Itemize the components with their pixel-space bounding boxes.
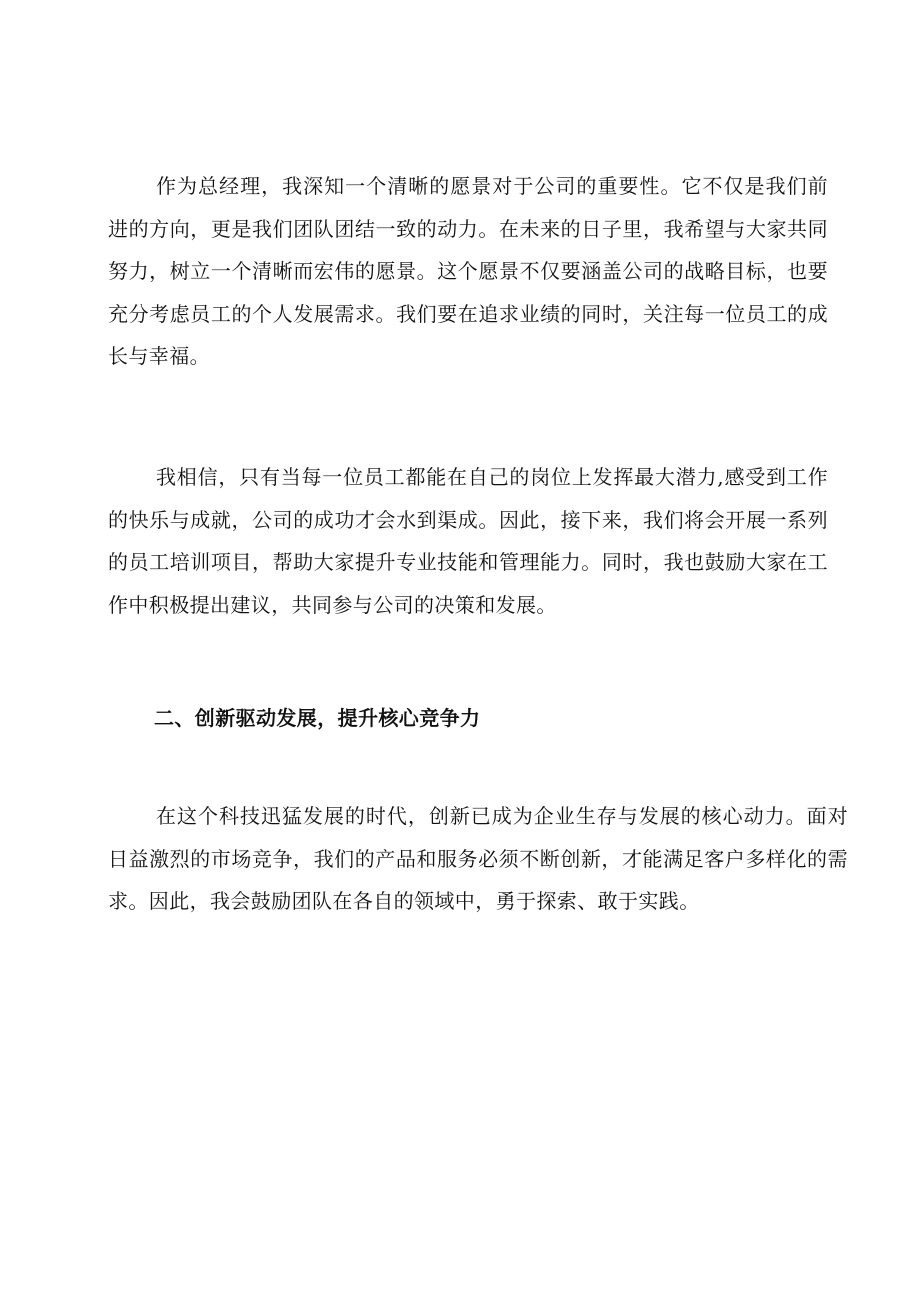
paragraph-employee-growth: 我相信，只有当每一位员工都能在自己的岗位上发挥最大潜力,感受到工作的快乐与成就，公司的成功才会水到渠成。因此，接下来，我们将会开展一系列的员工培训项目，帮助大家提升专业技能和管理能力。同时，我也鼓励大家在工作中积极提出建议，共同参与公司的决策和发展。 xyxy=(108,465,828,617)
paragraph-innovation: 在这个科技迅猛发展的时代，创新已成为企业生存与发展的核心动力。面对日益激烈的市场竞争，我们的产品和服务必须不断创新，才能满足客户多样化的需求。因此，我会鼓励团队在各自的领域中，勇于探索、敢于实践。 xyxy=(108,804,848,914)
section-heading-innovation: 二、创新驱动发展，提升核心竞争力 xyxy=(154,706,481,730)
paragraph-vision: 作为总经理，我深知一个清晰的愿景对于公司的重要性。它不仅是我们前进的方向，更是我们团队团结一致的动力。在未来的日子里，我希望与大家共同努力，树立一个清晰而宏伟的愿景。这个愿景不仅要涵盖公司的战略目标，也要充分考虑员工的个人发展需求。我们要在追求业绩的同时，关注每一位员工的成长与幸福。 xyxy=(108,174,828,369)
